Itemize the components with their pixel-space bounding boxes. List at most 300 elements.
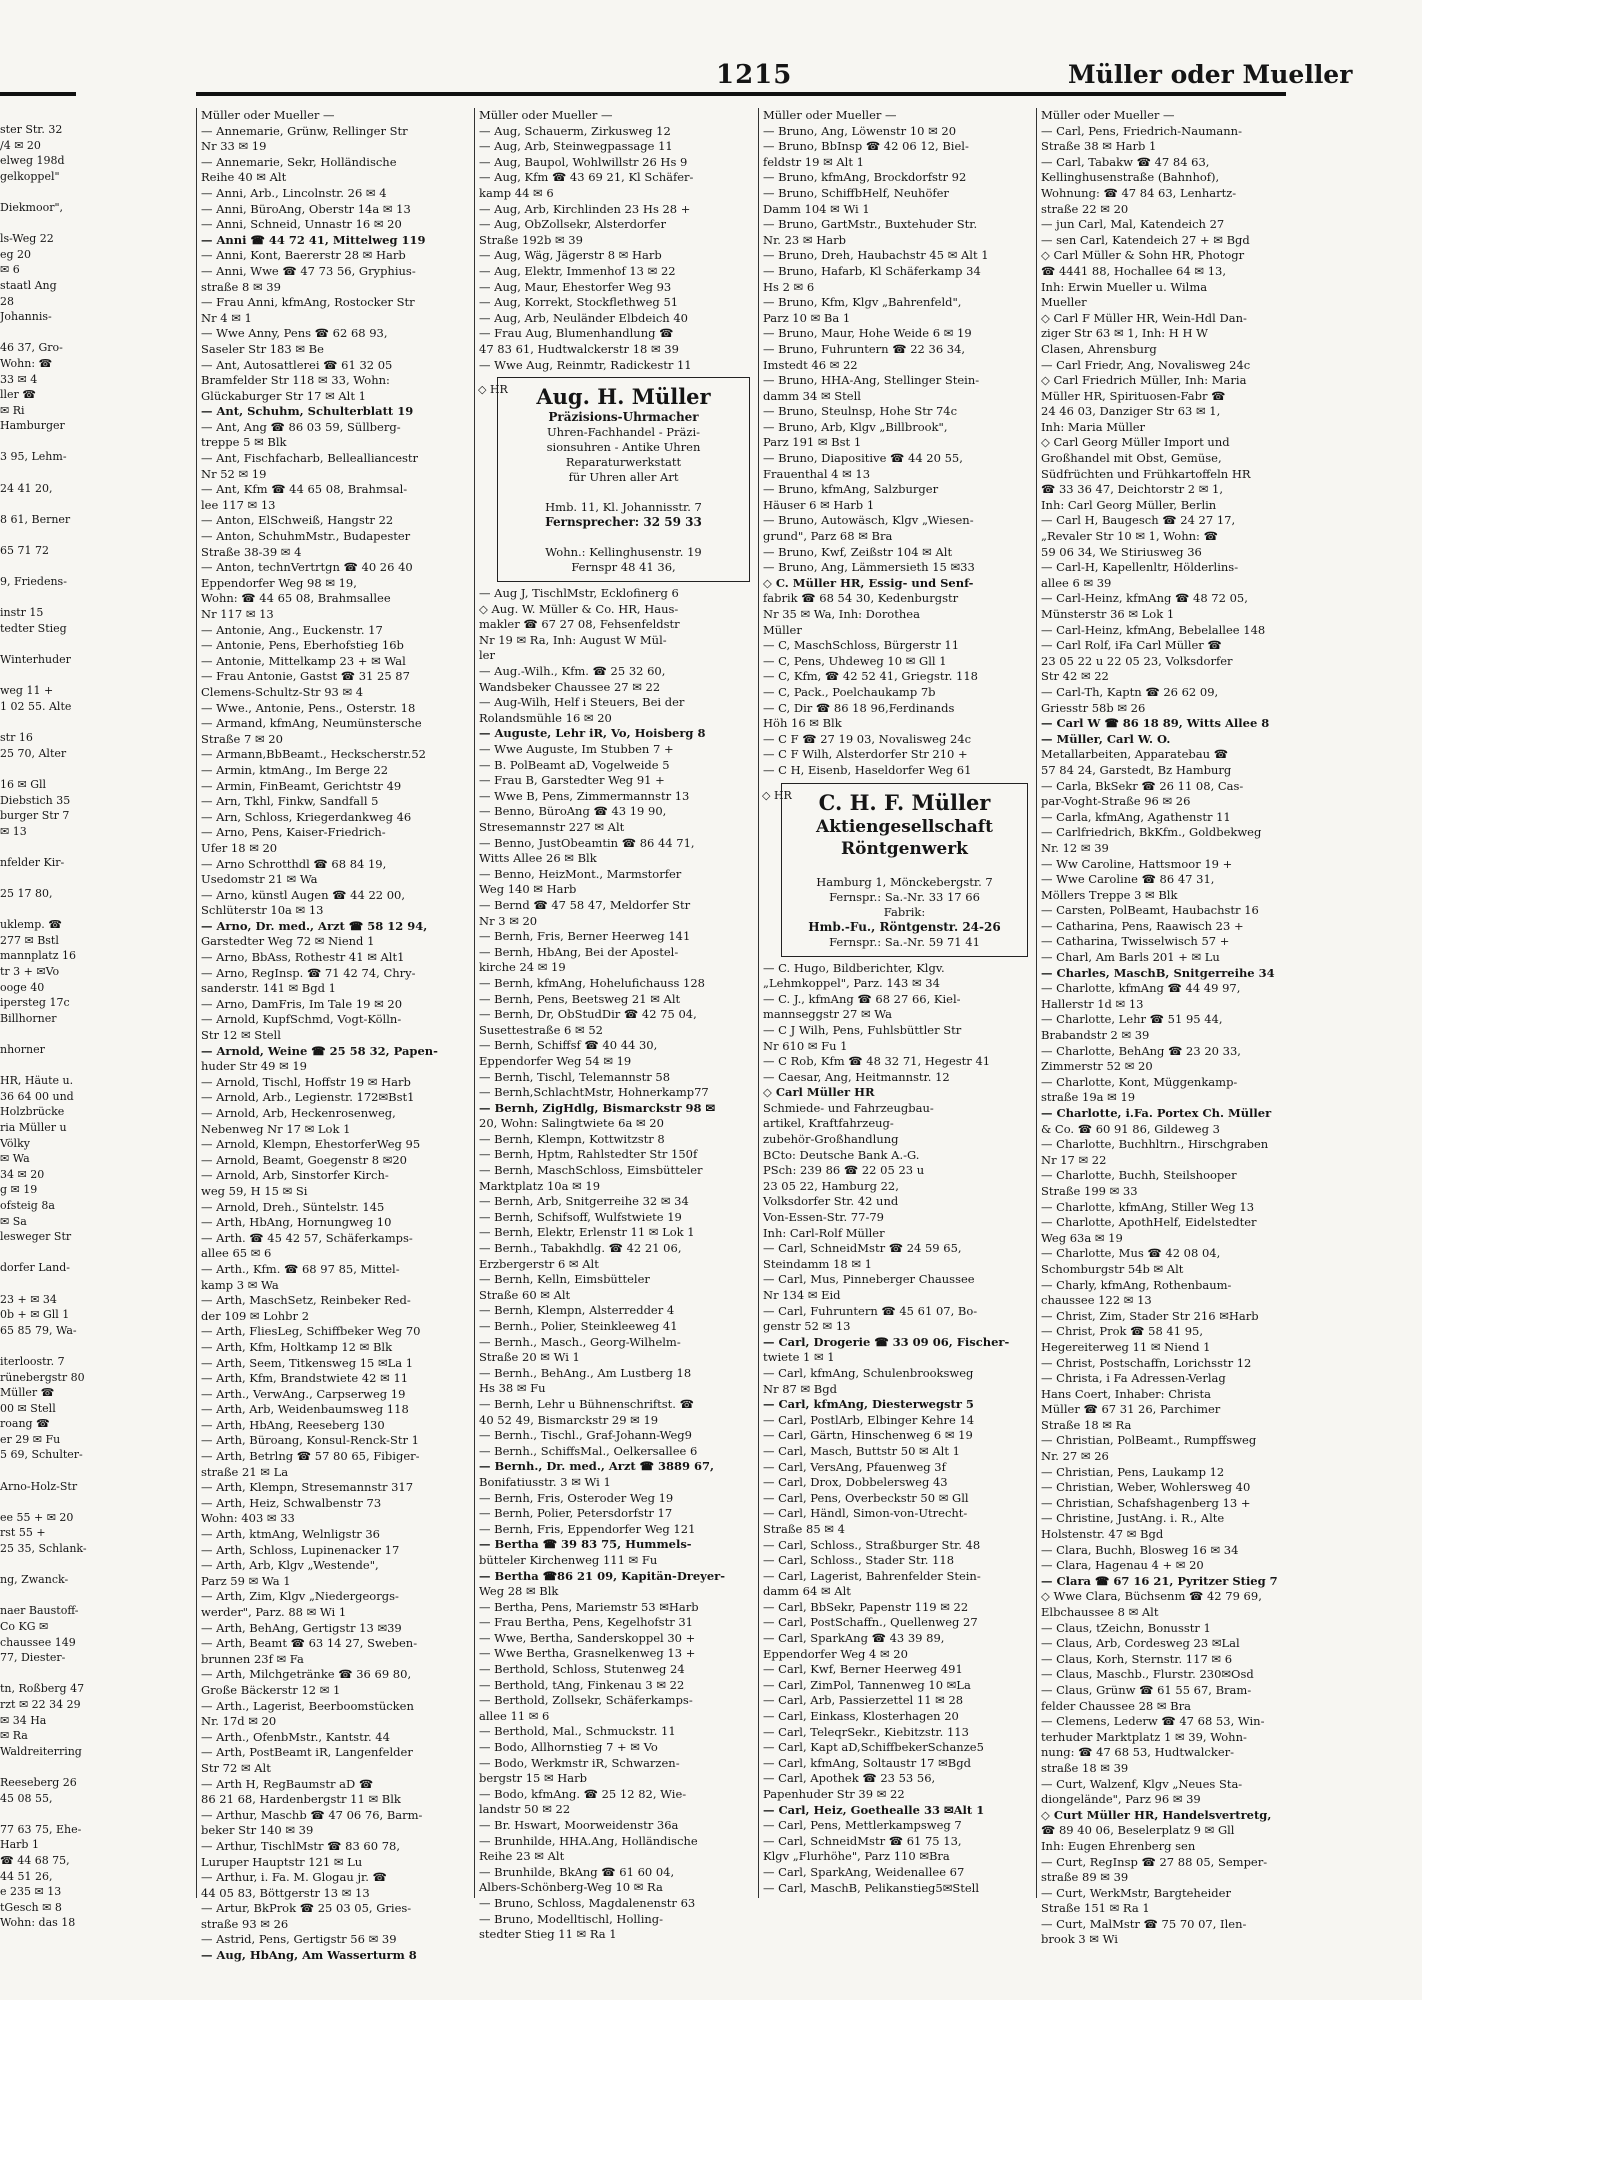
directory-entry-line: — Frau B, Garstedter Weg 91 + — [479, 773, 665, 788]
directory-entry-line: — Bruno, Ang, Löwenstr 10 ✉ 20 — [763, 123, 957, 138]
advertisement-chf_mueller — [762, 783, 1028, 957]
directory-entry-line: Straße 151 ✉ Ra 1 — [1041, 1901, 1150, 1916]
directory-entry-line: — Aug, Maur, Ehestorfer Weg 93 — [479, 279, 672, 294]
directory-entry-line: Holstenstr. 47 ✉ Bgd — [1041, 1527, 1164, 1542]
ad-text-line: Fernsprecher: 32 59 33 — [545, 515, 702, 530]
directory-entry-line: Brabandstr 2 ✉ 39 — [1041, 1028, 1150, 1043]
directory-entry-line: Eppendorfer Weg 54 ✉ 19 — [479, 1053, 632, 1068]
directory-entry-line: Metallarbeiten, Apparatebau ☎ — [1041, 747, 1229, 762]
directory-entry-line: — Bruno, kfmAng, Brockdorfstr 92 — [763, 170, 967, 185]
ad-company-name: C. H. F. Müller — [818, 789, 991, 815]
directory-entry-line: — Aug J, TischlMstr, Ecklofinerg 6 — [479, 586, 679, 601]
directory-entry-line: — Charles, MaschB, Snitgerreihe 34 — [1041, 965, 1275, 980]
directory-entry-line: — Carl Rolf, iFa Carl Müller ☎ — [1041, 638, 1222, 653]
directory-entry-line: — Bruno, BbInsp ☎ 42 06 12, Biel- — [763, 139, 969, 154]
directory-entry-line: — Anni, Arb., Lincolnstr. 26 ✉ 4 — [201, 185, 387, 200]
directory-entry-line: — Arth. ☎ 45 42 57, Schäferkamps- — [201, 1230, 413, 1245]
directory-entry-line: werder", Parz. 88 ✉ Wi 1 — [201, 1605, 347, 1619]
directory-entry-line: — Carl-Heinz, kfmAng, Bebelallee 148 — [1041, 622, 1266, 637]
directory-entry-line: — B. PolBeamt aD, Vogelweide 5 — [479, 757, 670, 772]
directory-entry-line: ☎ 4441 88, Hochallee 64 ✉ 13, — [1041, 263, 1226, 278]
directory-entry-line: — C F ☎ 27 19 03, Novalisweg 24c — [763, 731, 972, 746]
previous-page-fragment: 77, Diester- — [0, 1651, 66, 1665]
directory-entry-line: — Christian, Schafshagenberg 13 + — [1041, 1495, 1251, 1510]
previous-page-fragment — [0, 839, 78, 855]
directory-entry-line: — Christian, Weber, Wohlersweg 40 — [1041, 1480, 1251, 1495]
directory-entry-line: — C, Dir ☎ 86 18 96,Ferdinands — [763, 700, 955, 715]
directory-entry-line: allee 11 ✉ 6 — [479, 1708, 550, 1723]
previous-page-fragment: ria Müller u — [0, 1121, 67, 1134]
directory-entry-line: — Arthur, i. Fa. M. Glogau jr. ☎ — [201, 1870, 387, 1885]
directory-entry-line: ◇ Carl F Müller HR, Wein-Hdl Dan- — [1041, 310, 1247, 325]
previous-page-fragment — [0, 527, 78, 543]
previous-page-fragment: naer Baustoff- — [0, 1604, 79, 1618]
directory-entry-line: — Carl, Arb, Passierzettel 11 ✉ 28 — [763, 1693, 964, 1708]
directory-entry-line: — Arnold, KupfSchmd, Vogt-Kölln- — [201, 1012, 402, 1027]
directory-entry-line: — Frau Aug, Blumenhandlung ☎ — [479, 326, 674, 341]
directory-entry-line: 59 06 34, We Stiriusweg 36 — [1041, 544, 1202, 559]
directory-entry-line: damm 34 ✉ Stell — [763, 388, 861, 403]
directory-entry-line: Müller oder Mueller — — [763, 108, 897, 122]
ad-text-line — [502, 530, 745, 545]
directory-entry-line: Nr 3 ✉ 20 — [479, 913, 538, 928]
directory-entry-line: — Curt, Walzenf, Klgv „Neues Sta- — [1041, 1776, 1243, 1791]
directory-entry-line: Nr. 23 ✉ Harb — [763, 232, 846, 247]
directory-entry-line: Schmiede- und Fahrzeugbau- — [763, 1100, 934, 1115]
directory-entry-line: Inh: Eugen Ehrenberg sen — [1041, 1838, 1196, 1853]
directory-entry-line: — Arth, Heiz, Schwalbenstr 73 — [201, 1495, 382, 1510]
directory-entry-line: Straße 20 ✉ Wi 1 — [479, 1350, 580, 1365]
directory-entry-line: Elbchaussee 8 ✉ Alt — [1041, 1605, 1159, 1619]
directory-entry-line: stedter Stieg 11 ✉ Ra 1 — [479, 1927, 617, 1942]
directory-entry-line: — Aug, Arb, Steinwegpassage 11 — [479, 139, 673, 154]
previous-page-fragment — [0, 216, 78, 232]
directory-entry-line: — Anton, technVertrtgn ☎ 40 26 40 — [201, 560, 413, 575]
directory-entry-line: — Bruno, Kfm, Klgv „Bahrenfeld", — [763, 295, 962, 310]
previous-page-fragment: 3 95, Lehm- — [0, 450, 67, 464]
directory-entry-line: — Carl-Th, Kaptn ☎ 26 62 09, — [1041, 684, 1219, 699]
directory-entry-line: — Arnold, Dreh., Süntelstr. 145 — [201, 1199, 385, 1214]
directory-entry-line: ☎ 33 36 47, Deichtorstr 2 ✉ 1, — [1041, 482, 1224, 497]
directory-entry-line: Bramfelder Str 118 ✉ 33, Wohn: — [201, 373, 390, 388]
directory-entry-line: Eppendorfer Weg 98 ✉ 19, — [201, 575, 357, 590]
directory-entry-line: — Aug, Schauerm, Zirkusweg 12 — [479, 123, 671, 138]
directory-entry-line: Straße 38 ✉ Harb 1 — [1041, 139, 1157, 154]
directory-entry-line: Luruper Hauptstr 121 ✉ Lu — [201, 1854, 363, 1869]
directory-entry-line: — Bruno, Schloss, Magdalenenstr 63 — [479, 1895, 696, 1910]
previous-page-fragment: ofsteig 8a — [0, 1198, 55, 1212]
directory-entry-line: — Antonie, Mittelkamp 23 + ✉ Wal — [201, 653, 406, 668]
previous-page-fragment: rst 55 + — [0, 1526, 46, 1540]
previous-page-fragment — [0, 1759, 78, 1775]
directory-entry-line: — Bernh, MaschSchloss, Eimsbütteler — [479, 1163, 703, 1178]
previous-page-fragment — [0, 559, 78, 575]
directory-entry-line: — Charlotte, Buchhltrn., Hirschgraben — [1041, 1137, 1269, 1152]
directory-entry-line: — Carl, kfmAng, Soltaustr 17 ✉Bgd — [763, 1755, 971, 1770]
previous-page-fragment: 24 41 20, — [0, 481, 53, 495]
directory-entry-line: — Christ, Zim, Stader Str 216 ✉Harb — [1041, 1308, 1259, 1323]
directory-entry-line: — Antonie, Pens, Eberhofstieg 16b — [201, 638, 404, 653]
directory-entry-line: ◇ Carl Müller HR — [763, 1085, 875, 1100]
directory-entry-line: Parz 191 ✉ Bst 1 — [763, 435, 862, 450]
directory-entry-line: — Ww Caroline, Hattsmoor 19 + — [1041, 856, 1233, 871]
directory-entry-line: — Berthold, Schloss, Stutenweg 24 — [479, 1662, 685, 1677]
directory-entry-line: — Bertha ☎ 39 83 75, Hummels- — [479, 1537, 692, 1552]
directory-entry-line: — Carl, PostlArb, Elbinger Kehre 14 — [763, 1412, 975, 1427]
directory-entry-line: — Berthold, Zollsekr, Schäferkamps- — [479, 1693, 693, 1708]
directory-entry-line: twiete 1 ✉ 1 — [763, 1350, 835, 1365]
previous-page-fragment — [0, 325, 78, 341]
directory-entry-line: bütteler Kirchenweg 111 ✉ Fu — [479, 1552, 658, 1567]
directory-entry-line: Wohn: 403 ✉ 33 — [201, 1511, 295, 1526]
previous-page-fragment: Wohn: ☎ — [0, 356, 53, 370]
directory-entry-line: — Arth, FliesLeg, Schiffbeker Weg 70 — [201, 1324, 421, 1339]
directory-entry-line: — Bertha ☎86 21 09, Kapitän-Dreyer- — [479, 1568, 726, 1583]
directory-entry-line: — Arth, Betrlng ☎ 57 80 65, Fibiger- — [201, 1449, 420, 1464]
directory-entry-line: — Arth, PostBeamt iR, Langenfelder — [201, 1745, 413, 1760]
ad-text-line: Aktiengesellschaft — [816, 816, 993, 837]
previous-page-fragment: 16 ✉ Gll — [0, 777, 47, 791]
previous-page-fragment — [0, 871, 78, 887]
directory-entry-line: 44 05 83, Böttgerstr 13 ✉ 13 — [201, 1885, 370, 1900]
directory-entry-line: brunnen 23f ✉ Fa — [201, 1651, 304, 1666]
directory-entry-line: — Carl, Kwf, Berner Heerweg 491 — [763, 1662, 963, 1677]
directory-entry-line: Clasen, Ahrensburg — [1041, 341, 1157, 356]
directory-entry-line: — Carl, BbSekr, Papenstr 119 ✉ 22 — [763, 1599, 969, 1614]
ad-text-line — [502, 485, 745, 500]
previous-page-fragment: 0b + ✉ Gll 1 — [0, 1308, 70, 1322]
directory-entry-line: — Catharina, Pens, Raawisch 23 + — [1041, 918, 1244, 933]
ad-text-line: Fernspr 48 41 36, — [571, 560, 676, 575]
previous-page-fragment: 9, Friedens- — [0, 575, 67, 589]
directory-entry-line: Nr 52 ✉ 19 — [201, 466, 267, 481]
previous-page-fragment: uklemp. ☎ — [0, 918, 62, 932]
previous-page-fragment: ✉ Wa — [0, 1152, 30, 1166]
previous-page-fragment: ✉ Ri — [0, 403, 25, 417]
directory-entry-line: — Bernh., SchiffsMal., Oelkersallee 6 — [479, 1443, 698, 1458]
previous-page-fragment — [0, 1666, 78, 1682]
directory-entry-line: — Carl, Schloss., Stader Str. 118 — [763, 1553, 955, 1568]
directory-entry-line: — Bernh, Klempn, Kottwitzstr 8 — [479, 1131, 665, 1146]
directory-entry-line: — Br. Hswart, Moorweidenstr 36a — [479, 1818, 679, 1832]
directory-entry-line: — Claus, Maschb., Flurstr. 230✉Osd — [1041, 1667, 1254, 1682]
previous-page-fragment — [0, 590, 78, 606]
directory-entry-line: — Caesar, Ang, Heitmannstr. 12 — [763, 1069, 950, 1084]
directory-entry-line: grund", Parz 68 ✉ Bra — [763, 529, 893, 544]
directory-entry-line: — Carl, PostSchaffn., Quellenweg 27 — [763, 1615, 978, 1630]
directory-entry-line: — Carl-Heinz, kfmAng ☎ 48 72 05, — [1041, 591, 1248, 606]
ad-text-line: Fernspr.: Sa.-Nr. 59 71 41 — [829, 934, 980, 949]
directory-entry-line: kirche 24 ✉ 19 — [479, 960, 566, 975]
directory-entry-line: Zimmerstr 52 ✉ 20 — [1041, 1059, 1153, 1074]
previous-page-fragment: ✉ Sa — [0, 1214, 27, 1228]
directory-entry-line: Str 12 ✉ Stell — [201, 1028, 281, 1043]
directory-entry-line: Rolandsmühle 16 ✉ 20 — [479, 710, 612, 725]
directory-entry-line: 24 46 03, Danziger Str 63 ✉ 1, — [1041, 404, 1221, 419]
directory-entry-line: Großhandel mit Obst, Gemüse, — [1041, 451, 1222, 466]
directory-entry-line: ◇ Curt Müller HR, Handelsvertretg, — [1041, 1807, 1272, 1822]
directory-entry-line: Nebenweg Nr 17 ✉ Lok 1 — [201, 1121, 351, 1136]
previous-page-fragment: 00 ✉ Stell — [0, 1401, 56, 1415]
directory-entry-line: — Bernh, Fris, Eppendorfer Weg 121 — [479, 1521, 696, 1536]
directory-entry-line: — C. J., kfmAng ☎ 68 27 66, Kiel- — [763, 991, 961, 1006]
directory-entry-line: fabrik ☎ 68 54 30, Kedenburgstr — [763, 591, 959, 606]
directory-entry-line: chaussee 122 ✉ 13 — [1041, 1293, 1152, 1308]
previous-page-fragment — [0, 1276, 78, 1292]
directory-entry-line: Müller HR, Spirituosen-Fabr ☎ — [1041, 388, 1226, 403]
directory-entry-line: Nr 33 ✉ 19 — [201, 139, 267, 154]
previous-page-fragment: ng, Zwanck- — [0, 1573, 69, 1587]
ad-text-line: Präzisions-Uhrmacher — [548, 410, 699, 425]
directory-entry-line: Str 72 ✉ Alt — [201, 1760, 271, 1775]
previous-page-fragment: lesweger Str — [0, 1230, 72, 1244]
previous-page-fragment: 25 70, Alter — [0, 746, 67, 760]
directory-entry-line: — Bernh, Schiffsf ☎ 40 44 30, — [479, 1038, 658, 1053]
directory-entry-line: — Ant, Schuhm, Schulterblatt 19 — [201, 404, 414, 419]
ad-company-name: Aug. H. Müller — [536, 384, 711, 410]
directory-entry-line: Nr. 12 ✉ 39 — [1041, 840, 1109, 855]
directory-entry-line: Imstedt 46 ✉ 22 — [763, 357, 858, 372]
previous-page-fragment: Waldreiterring — [0, 1744, 82, 1758]
page-header — [0, 56, 1422, 96]
previous-page-fragment: elweg 198d — [0, 154, 65, 168]
previous-page-fragment: 5 69, Schulter- — [0, 1448, 83, 1462]
directory-entry-line: Nr 134 ✉ Eid — [763, 1288, 841, 1302]
previous-page-fragment — [0, 715, 78, 731]
directory-entry-line: — Carl, Drox, Dobbelersweg 43 — [763, 1475, 948, 1490]
directory-entry-line: Straße 18 ✉ Ra — [1041, 1417, 1132, 1432]
directory-entry-line: landstr 50 ✉ 22 — [479, 1802, 571, 1817]
previous-page-fragment: ster Str. 32 — [0, 123, 63, 136]
directory-entry-line: straße 8 ✉ 39 — [201, 279, 281, 294]
directory-entry-line: — Bernh., Masch., Georg-Wilhelm- — [479, 1334, 681, 1349]
directory-entry-line: Inh: Maria Müller — [1041, 419, 1146, 434]
previous-page-fragment: chaussee 149 — [0, 1635, 76, 1649]
directory-entry-line: — Charlotte, kfmAng, Stiller Weg 13 — [1041, 1199, 1255, 1214]
directory-entry-line: — Benno, HeizMont., Marmstorfer — [479, 866, 682, 881]
ad-text-line: Hmb. 11, Kl. Johannisstr. 7 — [545, 500, 702, 515]
directory-entry-line: — Annemarie, Sekr, Holländische — [201, 154, 397, 169]
directory-entry-line: — Arth, Kfm, Holtkamp 12 ✉ Blk — [201, 1339, 393, 1354]
directory-entry-line: — Ant, Autosattlerei ☎ 61 32 05 — [201, 357, 393, 372]
directory-entry-line: — Bernh, Hptm, Rahlstedter Str 150f — [479, 1147, 698, 1162]
directory-entry-line: — Charlotte, ApothHelf, Eidelstedter — [1041, 1215, 1257, 1230]
directory-entry-line: — Brunhilde, BkAng ☎ 61 60 04, — [479, 1864, 675, 1879]
directory-entry-line: kamp 3 ✉ Wa — [201, 1277, 279, 1292]
previous-page-fragment: tedter Stieg — [0, 622, 67, 635]
directory-entry-line: — Christian, Pens, Laukamp 12 — [1041, 1464, 1225, 1479]
directory-entry-line: — Carl, Einkass, Klosterhagen 20 — [763, 1709, 959, 1724]
directory-entry-line: Kellinghusenstraße (Bahnhof), — [1041, 170, 1220, 185]
directory-entry-line: & Co. ☎ 60 91 86, Gildeweg 3 — [1041, 1121, 1220, 1136]
directory-entry-line: — Bruno, kfmAng, Salzburger — [763, 482, 939, 497]
directory-entry-line: Griesstr 58b ✉ 26 — [1041, 700, 1146, 715]
previous-page-fragment: 36 64 00 und — [0, 1089, 74, 1103]
directory-entry-line: BCto: Deutsche Bank A.-G. — [763, 1147, 920, 1162]
directory-entry-line: Schomburgstr 54b ✉ Alt — [1041, 1261, 1184, 1276]
directory-entry-line: — Curt, WerkMstr, Bargteheider — [1041, 1885, 1231, 1900]
directory-entry-line: Straße 85 ✉ 4 — [763, 1521, 845, 1536]
directory-entry-line: — Charlotte, BehAng ☎ 23 20 33, — [1041, 1043, 1241, 1058]
directory-entry-line: — Benno, JustObeamtin ☎ 86 44 71, — [479, 835, 695, 850]
directory-entry-line: Schlüterstr 10a ✉ 13 — [201, 903, 324, 918]
directory-entry-line: — Arth, HbAng, Reeseberg 130 — [201, 1417, 385, 1432]
directory-entry-line: — Arth, Kfm, Brandstwiete 42 ✉ 11 — [201, 1371, 409, 1386]
ad-text-line: Fabrik: — [883, 904, 926, 919]
directory-entry-line: — Carl, VersAng, Pfauenweg 3f — [763, 1459, 946, 1474]
directory-entry-line: — C F Wilh, Alsterdorfer Str 210 + — [763, 747, 968, 762]
directory-entry-line: lee 117 ✉ 13 — [201, 497, 276, 512]
ad-text-line: Uhren-Fachhandel - Präzi- — [546, 425, 701, 440]
directory-entry-line: — Bruno, Steulnsp, Hohe Str 74c — [763, 404, 958, 419]
directory-entry-line: straße 22 ✉ 20 — [1041, 201, 1129, 216]
directory-entry-line: — Bodo, Allhornstieg 7 + ✉ Vo — [479, 1740, 658, 1755]
directory-entry-line: Müller oder Mueller — — [479, 108, 613, 122]
directory-entry-line: Erzbergerstr 6 ✉ Alt — [479, 1256, 599, 1271]
directory-entry-line: — Aug, ObZollsekr, Alsterdorfer — [479, 217, 666, 232]
previous-page-edge — [0, 122, 87, 1930]
directory-entry-line: Weg 140 ✉ Harb — [479, 882, 577, 897]
directory-entry-line: straße 21 ✉ La — [201, 1464, 289, 1479]
directory-entry-line: — Charlotte, kfmAng ☎ 44 49 97, — [1041, 981, 1241, 996]
previous-page-fragment — [0, 1588, 78, 1604]
directory-entry-line: — Carl, Heiz, Goethealle 33 ✉Alt 1 — [763, 1802, 985, 1817]
previous-page-fragment: rünebergstr 80 — [0, 1370, 85, 1384]
previous-page-fragment: Arno-Holz-Str — [0, 1479, 78, 1493]
directory-entry-line: — Carl, Lagerist, Bahrenfelder Stein- — [763, 1568, 981, 1583]
directory-entry-line: — Arth., Lagerist, Beerboomstücken — [201, 1698, 414, 1713]
directory-entry-line: Straße 60 ✉ Alt — [479, 1287, 571, 1302]
directory-entry-line: — sen Carl, Katendeich 27 + ✉ Bgd — [1041, 232, 1250, 247]
directory-entry-line: — Charlotte, Lehr ☎ 51 95 44, — [1041, 1012, 1223, 1027]
directory-entry-line: terhuder Marktplatz 1 ✉ 39, Wohn- — [1041, 1729, 1247, 1744]
directory-entry-line: — Bruno, GartMstr., Buxtehuder Str. — [763, 217, 978, 232]
directory-entry-line: — Bruno, Arb, Klgv „Billbrook", — [763, 419, 948, 434]
directory-entry-line: — Christine, JustAng. i. R., Alte — [1041, 1511, 1225, 1526]
directory-entry-line: weg 59, H 15 ✉ Si — [201, 1183, 308, 1198]
directory-entry-line: ziger Str 63 ✉ 1, Inh: H H W — [1041, 326, 1208, 341]
directory-entry-line: Müller ☎ 67 31 26, Parchimer — [1041, 1402, 1221, 1417]
previous-page-fragment: iterloostr. 7 — [0, 1354, 65, 1368]
directory-entry-line: Damm 104 ✉ Wi 1 — [763, 201, 870, 216]
directory-entry-line: Reihe 23 ✉ Alt — [479, 1849, 565, 1864]
previous-page-fragment: ee 55 + ✉ 20 — [0, 1510, 74, 1524]
directory-entry-line: Südfrüchten und Frühkartoffeln HR — [1041, 466, 1251, 481]
directory-entry-line: — Arth, Schloss, Lupinenacker 17 — [201, 1542, 400, 1557]
directory-entry-line: — Arnold, Tischl, Hoffstr 19 ✉ Harb — [201, 1074, 411, 1089]
previous-page-fragment: ✉ 13 — [0, 824, 27, 838]
directory-entry-line: straße 93 ✉ 26 — [201, 1916, 289, 1931]
directory-entry-line: — Arno, BbAss, Rothestr 41 ✉ Alt1 — [201, 950, 405, 965]
directory-entry-line: Frauenthal 4 ✉ 13 — [763, 466, 871, 481]
directory-entry-line: — Aug, Wäg, Jägerstr 8 ✉ Harb — [479, 248, 662, 263]
directory-entry-line: huder Str 49 ✉ 19 — [201, 1059, 307, 1074]
directory-entry-line: — Bruno, Dreh, Haubachstr 45 ✉ Alt 1 — [763, 248, 989, 263]
directory-entry-line: — Bernh, Pens, Beetsweg 21 ✉ Alt — [479, 991, 681, 1006]
directory-entry-line: — Clara, Buchh, Blosweg 16 ✉ 34 — [1041, 1542, 1239, 1557]
directory-entry-line: — Aug, HbAng, Am Wasserturm 8 — [201, 1948, 417, 1963]
directory-entry-line: genstr 52 ✉ 13 — [763, 1319, 851, 1334]
directory-entry-line: — Bernh., Dr. med., Arzt ☎ 3889 67, — [479, 1459, 715, 1474]
directory-entry-line: — Arth., OfenbMstr., Kantstr. 44 — [201, 1729, 390, 1744]
directory-entry-line: — Bruno, Diapositive ☎ 44 20 55, — [763, 451, 963, 466]
previous-page-fragment: Diekmoor", — [0, 200, 64, 214]
directory-entry-line: — Aug, Elektr, Immenhof 13 ✉ 22 — [479, 263, 676, 278]
directory-entry-line: — Armin, FinBeamt, Gerichtstr 49 — [201, 778, 402, 793]
directory-entry-line: par-Voght-Straße 96 ✉ 26 — [1041, 794, 1191, 809]
directory-entry-line: Hegereiterweg 11 ✉ Niend 1 — [1041, 1339, 1211, 1354]
directory-entry-line: — Antonie, Ang., Euckenstr. 17 — [201, 622, 383, 637]
ad-text-line: Röntgenwerk — [841, 838, 968, 859]
directory-entry-line: — Aug, Korrekt, Stockflethweg 51 — [479, 295, 679, 310]
directory-entry-line: „Lehmkoppel", Parz. 143 ✉ 34 — [763, 976, 940, 991]
directory-entry-line: — Wwe B, Pens, Zimmermannstr 13 — [479, 788, 690, 803]
directory-entry-line: Hs 38 ✉ Fu — [479, 1381, 546, 1396]
directory-entry-line: — Arno, künstl Augen ☎ 44 22 00, — [201, 887, 406, 902]
previous-page-fragment: Co KG ✉ — [0, 1620, 49, 1633]
directory-entry-line: 47 83 61, Hudtwalckerstr 18 ✉ 39 — [479, 341, 679, 356]
directory-entry-line: — Bruno, Modelltischl, Holling- — [479, 1911, 664, 1926]
directory-entry-line: Münsterstr 36 ✉ Lok 1 — [1041, 607, 1175, 621]
directory-entry-line: „Revaler Str 10 ✉ 1, Wohn: ☎ — [1041, 529, 1218, 544]
previous-page-fragment: 46 37, Gro- — [0, 341, 63, 355]
directory-entry-line: Straße 192b ✉ 39 — [479, 232, 583, 247]
previous-page-fragment: weg 11 + — [0, 684, 54, 698]
directory-entry-line: — Arth, Arb, Weidenbaumsweg 118 — [201, 1402, 409, 1417]
directory-entry-line: — Annemarie, Grünw, Rellinger Str — [201, 123, 408, 138]
previous-page-fragment: ✉ 6 — [0, 263, 20, 277]
directory-entry-line: — Bruno, SchiffbHelf, Neuhöfer — [763, 185, 949, 200]
directory-entry-line: — Anni, Kont, Baererstr 28 ✉ Harb — [201, 248, 406, 263]
directory-entry-line: ◇ Aug. W. Müller & Co. HR, Haus- — [479, 601, 679, 616]
directory-entry-line: — Auguste, Lehr iR, Vo, Hoisberg 8 — [479, 726, 706, 741]
ad-text-line: für Uhren aller Art — [568, 470, 679, 485]
directory-entry-line: Parz 59 ✉ Wa 1 — [201, 1573, 291, 1588]
directory-entry-line: — Arthur, TischlMstr ☎ 83 60 78, — [201, 1838, 401, 1853]
directory-entry-line: — Wwe Auguste, Im Stubben 7 + — [479, 742, 674, 757]
directory-entry-line: — Berthold, Mal., Schmuckstr. 11 — [479, 1724, 676, 1739]
directory-entry-line: — Charly, kfmAng, Rothenbaum- — [1041, 1277, 1232, 1292]
directory-entry-line: — Bertha, Pens, Mariemstr 53 ✉Harb — [479, 1599, 699, 1614]
directory-entry-line: — Carl, SchneidMstr ☎ 61 75 13, — [763, 1833, 962, 1848]
directory-entry-line: — Carl, Apothek ☎ 23 53 56, — [763, 1771, 936, 1786]
previous-page-fragment — [0, 1557, 78, 1573]
directory-entry-line: — Arno, Dr. med., Arzt ☎ 58 12 94, — [201, 918, 428, 933]
previous-page-fragment: /4 ✉ 20 — [0, 138, 41, 152]
directory-entry-line: zubehör-Großhandlung — [763, 1132, 899, 1147]
ad-register-mark: ◇ HR — [762, 788, 792, 802]
directory-entry-line: — Bernh, HbAng, Bei der Apostel- — [479, 944, 679, 959]
directory-entry-line: — Ant, Fischfacharb, Bellealliancestr — [201, 451, 419, 466]
directory-entry-line: Straße 38-39 ✉ 4 — [201, 544, 302, 559]
column-4 — [1036, 108, 1288, 1947]
directory-entry-line: — Bernh., Polier, Steinkleeweg 41 — [479, 1319, 678, 1333]
previous-page-fragment: tGesch ✉ 8 — [0, 1900, 62, 1914]
directory-entry-line: makler ☎ 67 27 08, Fehsenfeldstr — [479, 617, 680, 632]
directory-entry-line: — Artur, BkProk ☎ 25 03 05, Gries- — [201, 1901, 412, 1916]
directory-entry-line: — Charlotte, Kont, Müggenkamp- — [1041, 1074, 1238, 1089]
directory-entry-line: — Arnold, Beamt, Goegenstr 8 ✉20 — [201, 1152, 407, 1167]
advertisement-aug_h_mueller — [478, 377, 750, 582]
directory-entry-line: Susettestraße 6 ✉ 52 — [479, 1022, 603, 1037]
directory-entry-line: — Carl, Kapt aD,SchiffbekerSchanze5 — [763, 1740, 984, 1755]
directory-entry-line: — Anni, Schneid, Unnastr 16 ✉ 20 — [201, 217, 402, 232]
previous-page-fragment: Johannis- — [0, 310, 52, 324]
directory-entry-line: — Armin, ktmAng., Im Berge 22 — [201, 762, 389, 777]
directory-entry-line: — Astrid, Pens, Gertigstr 56 ✉ 39 — [201, 1932, 397, 1947]
directory-entry-line: felder Chaussee 28 ✉ Bra — [1041, 1698, 1191, 1713]
directory-entry-line: — Frau Anni, kfmAng, Rostocker Str — [201, 295, 415, 310]
